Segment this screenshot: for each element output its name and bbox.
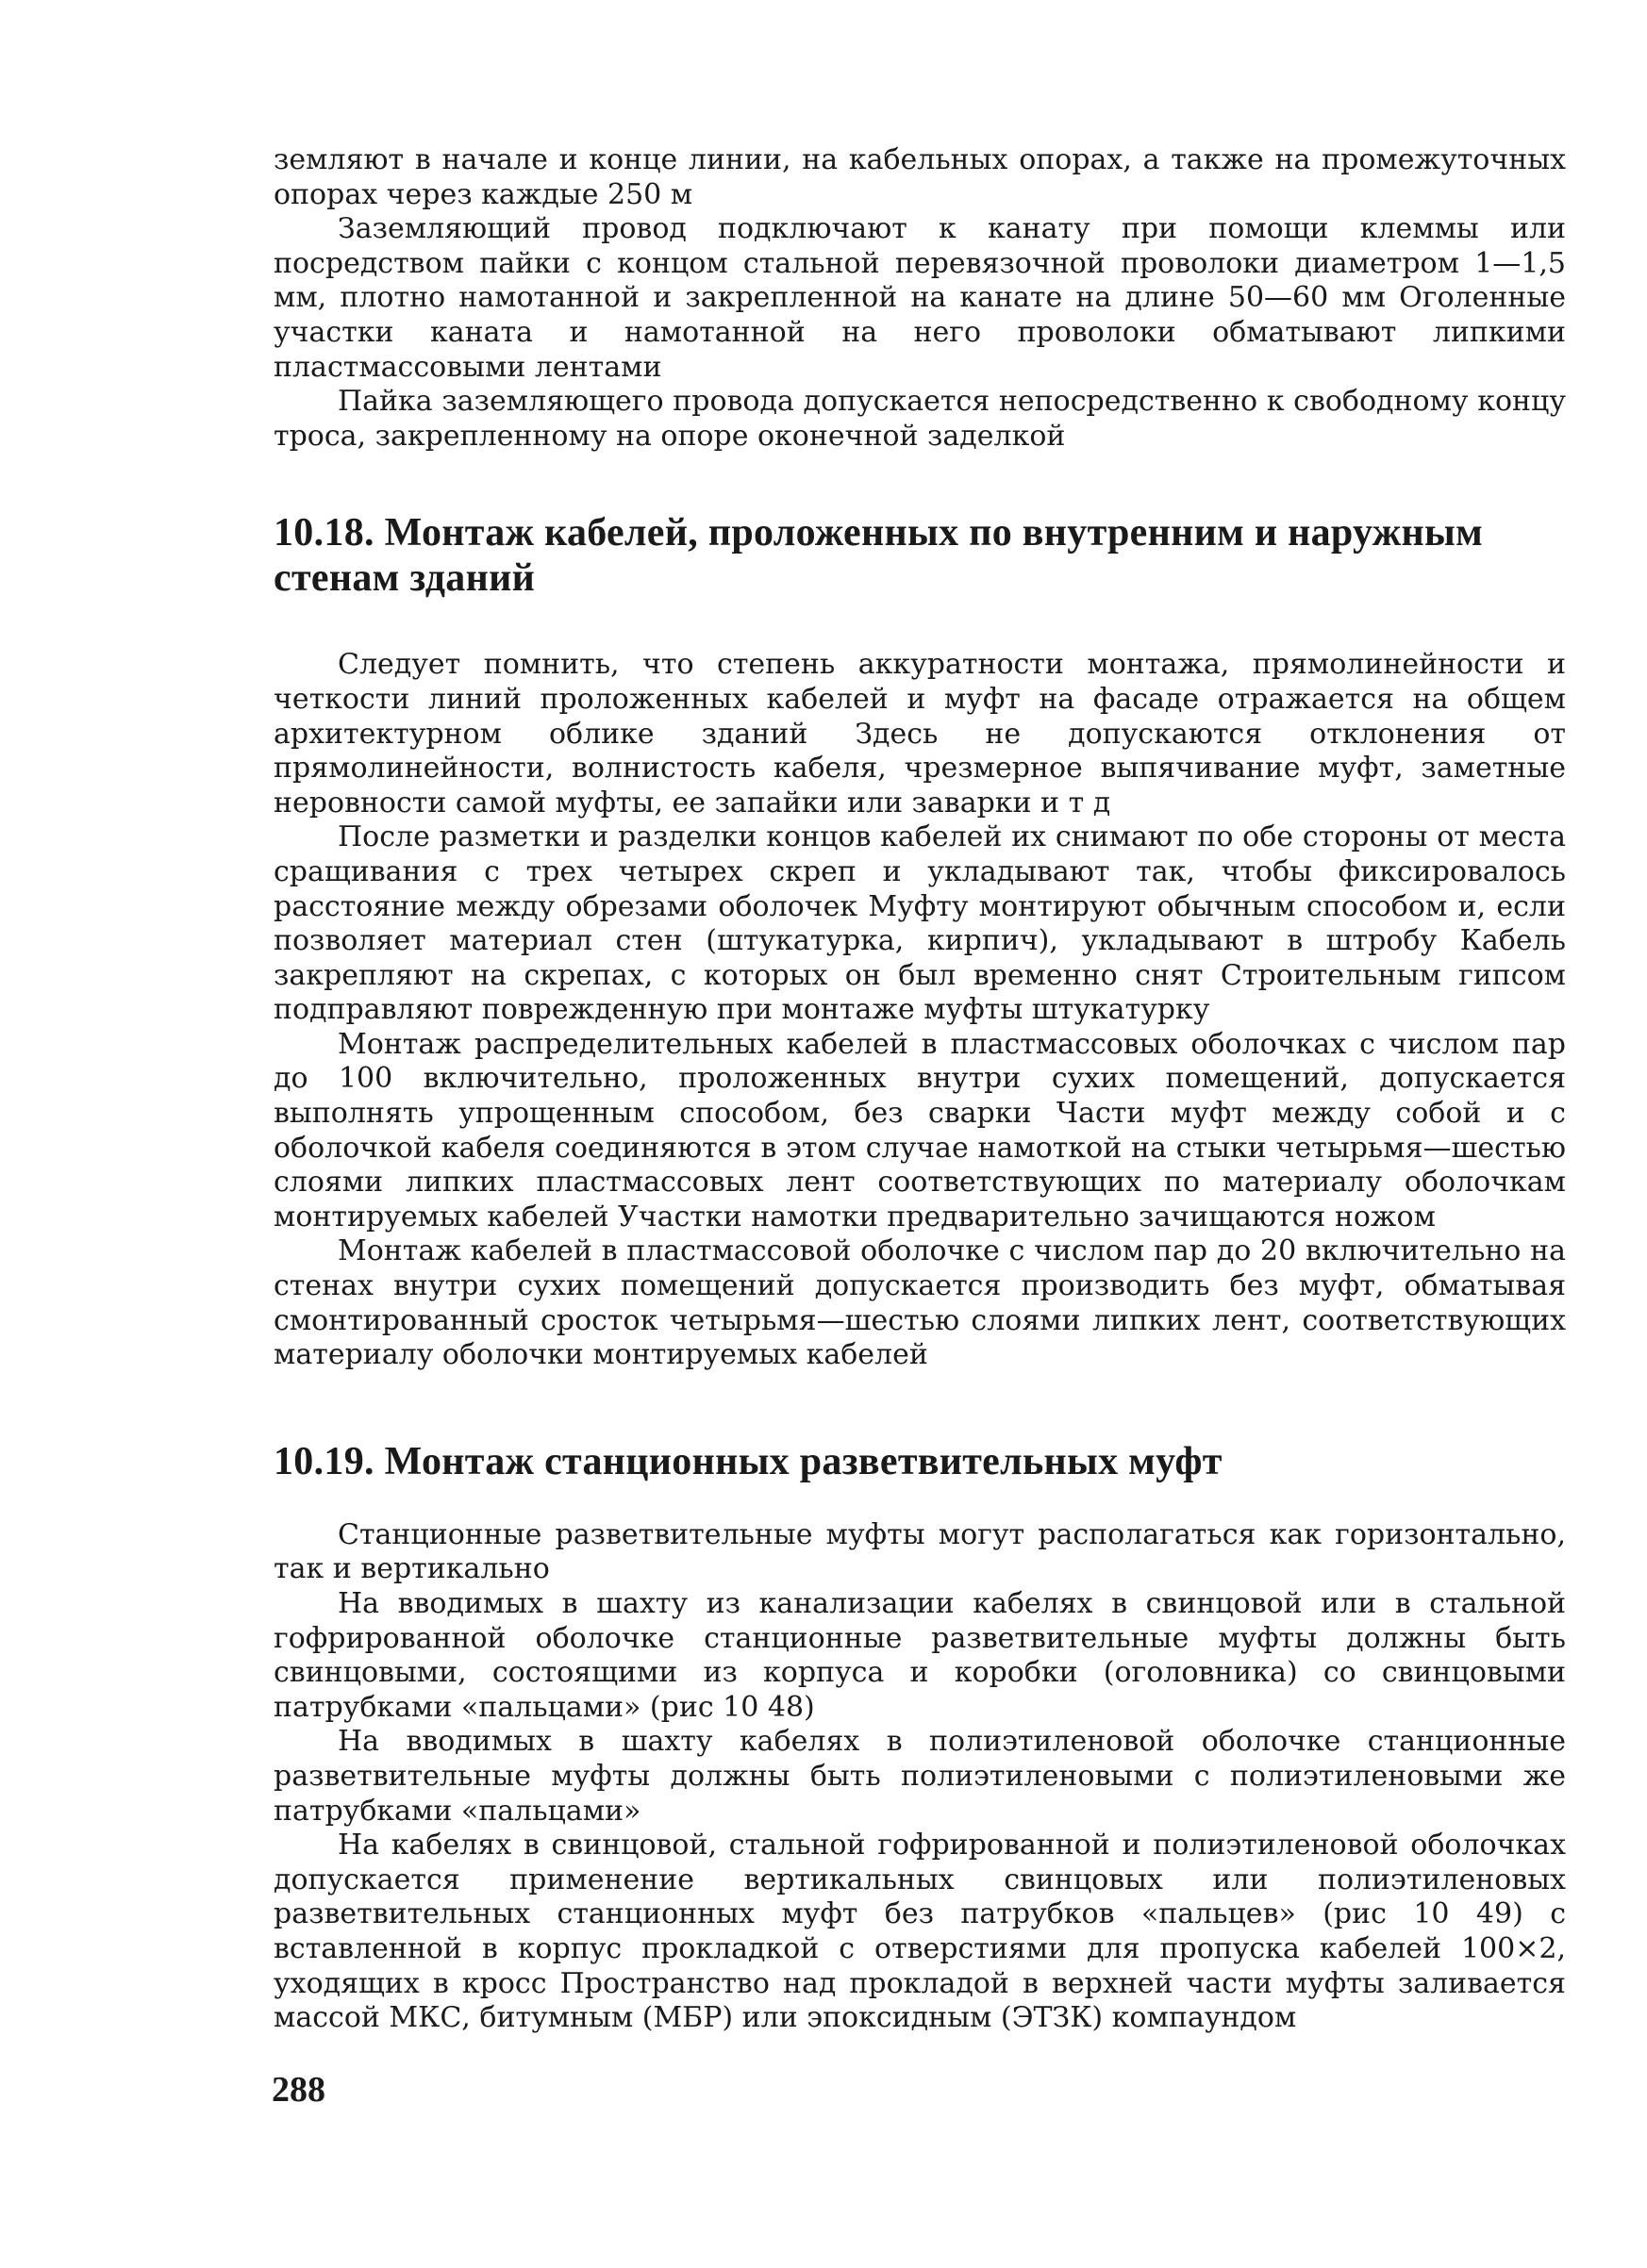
section-10-18-paragraph-1: Следует помнить, что степень аккуратности монтажа, прямолинейности и четкости линий проложенных кабелей и муфт на фасаде отражается на общем архитектурном облике зданий Здесь не допускаются отклонения от прямолинейности, волнистость кабеля, чрезмерное выпячивание муфт, заметные неровности самой муфты, ее запайки или заварки и т д <box>274 648 1566 819</box>
section-10-19-paragraph-1: Станционные разветвительные муфты могут располагаться как горизонтально, так и вертикально <box>274 1517 1566 1586</box>
intro-paragraph-2: Заземляющий провод подключают к канату при помощи клеммы или посредством пайки с концом стальной перевязочной проволоки диаметром 1—1,5 мм, плотно намотанной и закрепленной на канате на длине 50—60 мм Оголенные участки каната и намотанной на него проволоки обматывают липкими пластмассовыми лентами <box>274 212 1566 384</box>
section-10-19-paragraph-4: На кабелях в свинцовой, стальной гофрированной и полиэтиленовой оболочках допускается применение вертикальных свинцовых или полиэтиленовых разветвительных станционных муфт без патрубков «пальцев» (рис 10 49) с вставленной в корпус прокладкой с отверстиями для пропуска кабелей 100×2, уходящих в кросс Пространство над прокладой в верхней части муфты заливается массой МКС, битумным (МБР) или эпоксидным (ЭТЗК) компаундом <box>274 1829 1566 2035</box>
page-number: 288 <box>272 2070 325 2110</box>
section-10-18-paragraph-3: Монтаж распределительных кабелей в пластмассовых оболочках с числом пар до 100 включительно, проложенных внутри сухих помещений, допускается выполнять упрощенным способом, без сварки Части муфт между собой и с оболочкой кабеля соединяются в этом случае намоткой на стыки четырьмя—шестью слоями липких пластмассовых лент соответствующих по материалу оболочкам монтируемых кабелей Участки намотки предварительно зачищаются ножом <box>274 1027 1566 1233</box>
section-10-18-paragraph-4: Монтаж кабелей в пластмассовой оболочке с числом пар до 20 включительно на стенах внутри сухих помещений допускается производить без муфт, обматывая смонтированный сросток четырьмя—шестью слоями липких лент, соответствующих материалу оболочки монтируемых кабелей <box>274 1234 1566 1372</box>
intro-paragraph-1: земляют в начале и конце линии, на кабельных опорах, а также на промежуточных опорах через каждые 250 м <box>274 143 1566 211</box>
section-10-18-paragraph-2: После разметки и разделки концов кабелей их снимают по обе стороны от места сращивания с трех четырех скреп и укладывают так, чтобы фиксировалось расстояние между обрезами оболочек Муфту монтируют обычным способом и, если позволяет материал стен (штукатурка, кирпич), укладывают в штробу Кабель закрепляют на скрепах, с которых он был временно снят Строительным гипсом подправляют поврежденную при монтаже муфты штукатурку <box>274 820 1566 1027</box>
section-10-19-paragraph-2: На вводимых в шахту из канализации кабелях в свинцовой или в стальной гофрированной оболочке станционные разветвительные муфты должны быть свинцовыми, состоящими из корпуса и коробки (оголовника) со свинцовыми патрубками «пальцами» (рис 10 48) <box>274 1587 1566 1724</box>
section-10-19-paragraph-3: На вводимых в шахту кабелях в полиэтиленовой оболочке станционные разветвительные муфты должны быть полиэтиленовыми с полиэтиленовыми же патрубками «пальцами» <box>274 1725 1566 1828</box>
section-10-18-heading: 10.18. Монтаж кабелей, проложенных по внутренним и наружным стенам зданий <box>274 511 1484 601</box>
intro-paragraph-3: Пайка заземляющего провода допускается непосредственно к свободному концу троса, закрепленному на опоре оконечной заделкой <box>274 385 1566 453</box>
section-10-19-heading: 10.19. Монтаж станционных разветвительных муфт <box>274 1439 1223 1483</box>
page-body <box>274 143 1566 2036</box>
